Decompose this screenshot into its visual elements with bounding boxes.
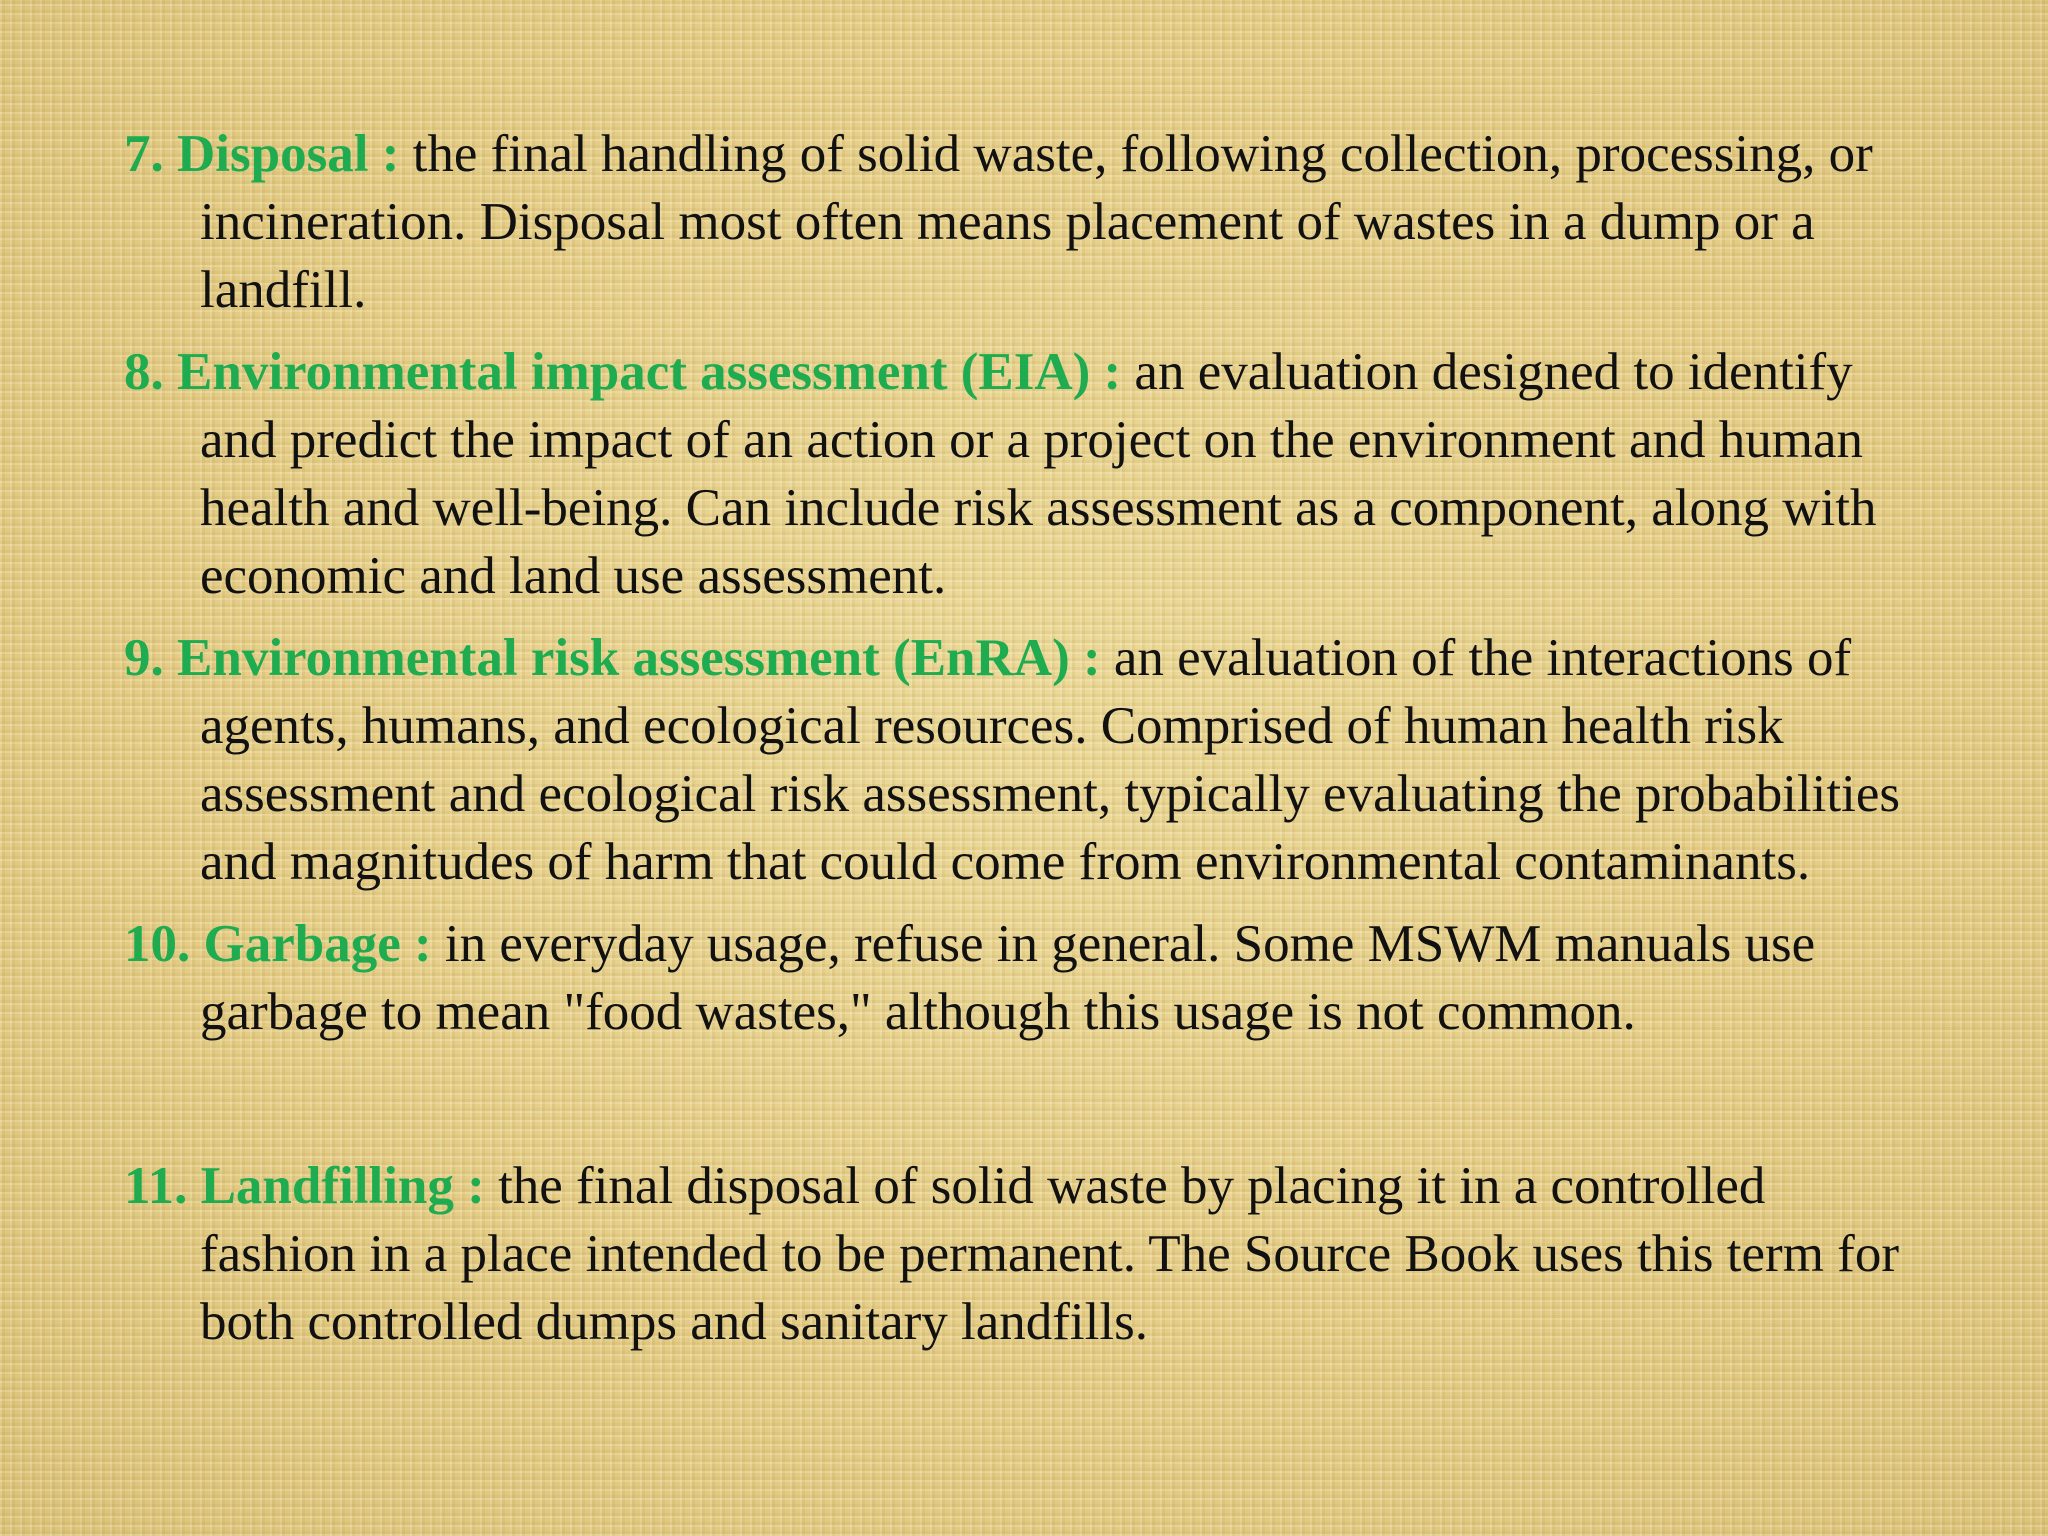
definition-text: the final handling of solid waste, following collection, processing, or incineration. Disposal most often means placement of wastes in a dump or a landfill.	[200, 125, 1873, 319]
definition-term: Environmental risk assessment (EnRA) :	[177, 629, 1101, 687]
definition-text: the final disposal of solid waste by placing it in a controlled fashion in a place intended to be permanent. The Source Book uses this term for both controlled dumps and sanitary landfills.	[200, 1157, 1899, 1351]
definition-number: 8.	[124, 343, 164, 401]
definition-term: Environmental impact assessment (EIA) :	[177, 343, 1122, 401]
definition-number: 9.	[124, 629, 164, 687]
definition-term: Garbage :	[203, 915, 432, 973]
definition-item-eia	[124, 338, 1924, 610]
definition-text: in everyday usage, refuse in general. Some MSWM manuals use garbage to mean "food wastes," although this usage is not common.	[200, 915, 1816, 1041]
definition-list	[124, 120, 1924, 1370]
definition-number: 11.	[124, 1157, 188, 1215]
definition-term: Landfilling :	[200, 1157, 485, 1215]
definition-item-enra	[124, 624, 1924, 896]
definition-term: Disposal :	[177, 125, 400, 183]
definition-item-garbage	[124, 910, 1924, 1046]
definition-item-landfilling	[124, 1152, 1924, 1356]
definition-text: an evaluation of the interactions of agents, humans, and ecological resources. Comprised of human health risk assessment and ecological risk assessment, typically evaluating the probabilities and magnitudes of harm that could come from environmental contaminants.	[200, 629, 1900, 891]
definition-number: 7.	[124, 125, 164, 183]
definition-item-disposal	[124, 120, 1924, 324]
definition-text: an evaluation designed to identify and predict the impact of an action or a project on the environment and human health and well-being. Can include risk assessment as a component, along with economic and land use assessment.	[200, 343, 1877, 605]
definition-number: 10.	[124, 915, 191, 973]
